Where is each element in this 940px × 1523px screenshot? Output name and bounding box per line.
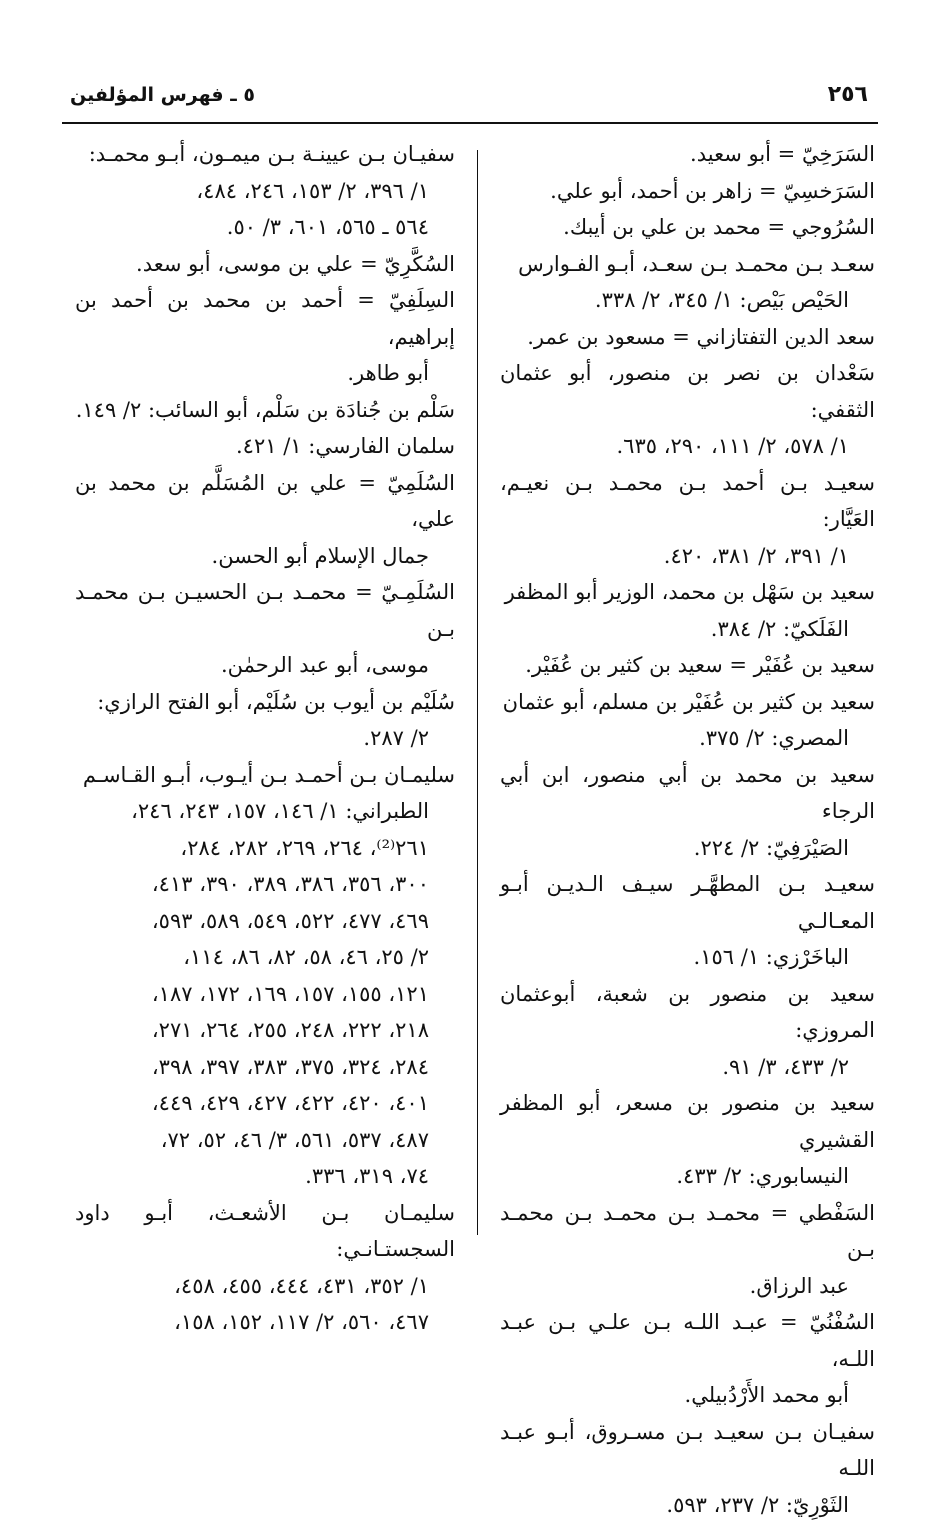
entry-continuation-line: ٢/ ٢٨٧.: [75, 720, 455, 757]
entry-heading-line: سَعْدان بن نصر بن منصور، أبو عثمان الثقفي:: [500, 355, 875, 428]
page-number: ٢٥٦: [828, 82, 868, 107]
entry-heading-line: سَلْم بن جُنادَة بن سَلْم، أبو السائب: ٢/ ١٤٩.: [75, 392, 455, 429]
entry-heading-line: السَرَخسِيّ = زاهر بن أحمد، أبو علي.: [500, 173, 875, 210]
index-entry: [500, 574, 875, 647]
entry-heading-line: السُفْنُيّ = عبـد اللـه بـن علـي بـن عبـد اللـه،: [500, 1304, 875, 1377]
entry-heading-line: سعيد بن كثير بن عُفَيْر بن مسلم، أبو عثمان: [500, 684, 875, 721]
entry-continuation-line: الباخَرْزي: ١/ ١٥٦.: [500, 939, 875, 976]
entry-continuation-line: ٤٦٩، ٤٧٧، ٥٢٢، ٥٤٩، ٥٨٩، ٥٩٣،: [75, 903, 455, 940]
entry-continuation-line: أبو محمد الأَرْدُبيلي.: [500, 1377, 875, 1414]
entry-heading-line: سعد الدين التفتازاني = مسعود بن عمر.: [500, 319, 875, 356]
index-entry: [75, 684, 455, 757]
index-entry: [500, 976, 875, 1086]
entry-heading-line: سلمان الفارسي: ١/ ٤٢١.: [75, 428, 455, 465]
entry-heading-line: سفيـان بـن سعيـد بـن مسـروق، أبـو عبـد اللـه: [500, 1414, 875, 1487]
entry-continuation-line: ٢٨٤، ٣٢٤، ٣٧٥، ٣٨٣، ٣٩٧، ٣٩٨،: [75, 1049, 455, 1086]
page-header: [60, 78, 880, 118]
index-entry: [75, 282, 455, 392]
entry-continuation-line: ٤٨٧، ٥٣٧، ٥٦١، ٣/ ٤٦، ٥٢، ٧٢،: [75, 1122, 455, 1159]
index-entry: [500, 136, 875, 173]
index-entry: [75, 136, 455, 246]
index-column-left: [75, 136, 455, 1341]
index-entry: [75, 465, 455, 575]
index-column-right: [500, 136, 875, 1523]
entry-continuation-line: الفَلَكيّ: ٢/ ٣٨٤.: [500, 611, 875, 648]
index-entry: [500, 355, 875, 465]
index-entry: [500, 209, 875, 246]
index-entry: [500, 866, 875, 976]
entry-continuation-line: ٢/ ٢٥، ٤٦، ٥٨، ٨٢، ٨٦، ١١٤،: [75, 939, 455, 976]
index-entry: [500, 1414, 875, 1523]
index-entry: [75, 1195, 455, 1341]
index-entry: [75, 757, 455, 1195]
header-rule: [62, 122, 878, 124]
entry-continuation-line: ٤٦٧، ٥٦٠، ٢/ ١١٧، ١٥٢، ١٥٨،: [75, 1304, 455, 1341]
entry-continuation-line: ١/ ٥٧٨، ٢/ ١١١، ٢٩٠، ٦٣٥.: [500, 428, 875, 465]
entry-heading-line: سُلَيْم بن أيوب بن سُلَيْم، أبو الفتح الرازي:: [75, 684, 455, 721]
index-entry: [500, 246, 875, 319]
index-entry: [75, 428, 455, 465]
entry-heading-line: سليمـان بـن الأشعـث، أبـو داود السجستـانـي:: [75, 1195, 455, 1268]
entry-heading-line: السُكَّرِيّ = علي بن موسى، أبو سعد.: [75, 246, 455, 283]
entry-heading-line: السَرَخِيّ = أبو سعيد.: [500, 136, 875, 173]
entry-continuation-line: ٢/ ٤٣٣، ٣/ ٩١.: [500, 1049, 875, 1086]
index-entry: [500, 1195, 875, 1305]
index-entry: [500, 1304, 875, 1414]
entry-heading-line: السُلَمِـيّ = محمـد بـن الحسيـن بـن محمـد بـن: [75, 574, 455, 647]
entry-heading-line: السُرُوجي = محمد بن علي بن أيبك.: [500, 209, 875, 246]
section-title: ٥ ـ فهرس المؤلفين: [70, 84, 255, 106]
entry-continuation-line: ١/ ٣٥٢، ٤٣١، ٤٤٤، ٤٥٥، ٤٥٨،: [75, 1268, 455, 1305]
index-entry: [500, 319, 875, 356]
entry-continuation-line: جمال الإسلام أبو الحسن.: [75, 538, 455, 575]
entry-heading-line: سعيد بن منصور بن مسعر، أبو المظفر القشيري: [500, 1085, 875, 1158]
entry-continuation-line: الحَيْص بَيْص: ١/ ٣٤٥، ٢/ ٣٣٨.: [500, 282, 875, 319]
entry-continuation-line: المصري: ٢/ ٣٧٥.: [500, 720, 875, 757]
entry-continuation-line: ١/ ٣٩١، ٢/ ٣٨١، ٤٢٠.: [500, 538, 875, 575]
entry-continuation-line: ٢٦١⁽²⁾، ٢٦٤، ٢٦٩، ٢٨٢، ٢٨٤،: [75, 830, 455, 867]
index-entry: [75, 246, 455, 283]
index-entry: [75, 392, 455, 429]
entry-heading-line: السُلَمِيّ = علي بن المُسَلَّم بن محمد بن علي،: [75, 465, 455, 538]
index-entry: [500, 1085, 875, 1195]
index-entry: [500, 684, 875, 757]
entry-continuation-line: الصَيْرَفِيّ: ٢/ ٢٢٤.: [500, 830, 875, 867]
entry-continuation-line: الثَوْرِيّ: ٢/ ٢٣٧، ٥٩٣.: [500, 1487, 875, 1523]
entry-continuation-line: ٣٠٠، ٣٥٦، ٣٨٦، ٣٨٩، ٣٩٠، ٤١٣،: [75, 866, 455, 903]
entry-heading-line: سعيد بن سَهْل بن محمد، الوزير أبو المظفر: [500, 574, 875, 611]
entry-heading-line: سعيد بن محمد بن أبي منصور، ابن أبي الرجاء: [500, 757, 875, 830]
entry-continuation-line: ١٢١، ١٥٥، ١٥٧، ١٦٩، ١٧٢، ١٨٧،: [75, 976, 455, 1013]
entry-heading-line: سعيد بن منصور بن شعبة، أبوعثمان المروزي:: [500, 976, 875, 1049]
entry-continuation-line: ٥٦٤ ـ ٥٦٥، ٦٠١، ٣/ ٥٠.: [75, 209, 455, 246]
entry-heading-line: سعيـد بـن أحمد بـن محمـد بـن نعيـم، العَيَّار:: [500, 465, 875, 538]
entry-heading-line: السِلَفِيّ = أحمد بن محمد بن أحمد بن إبراهيم،: [75, 282, 455, 355]
entry-heading-line: سعيد بن عُفَيْر = سعيد بن كثير بن عُفَيْر.: [500, 647, 875, 684]
entry-continuation-line: النيسابوري: ٢/ ٤٣٣.: [500, 1158, 875, 1195]
entry-continuation-line: موسى، أبو عبد الرحمٰن.: [75, 647, 455, 684]
entry-continuation-line: عبد الرزاق.: [500, 1268, 875, 1305]
entry-continuation-line: ٤٠١، ٤٢٠، ٤٢٢، ٤٢٧، ٤٢٩، ٤٤٩،: [75, 1085, 455, 1122]
index-entry: [500, 757, 875, 867]
index-entry: [75, 574, 455, 684]
entry-heading-line: سعيـد بـن المطهَّـر سيـف الـديـن أبـو المعـالـي: [500, 866, 875, 939]
entry-continuation-line: ٢١٨، ٢٢٢، ٢٤٨، ٢٥٥، ٢٦٤، ٢٧١،: [75, 1012, 455, 1049]
entry-heading-line: سفيـان بـن عيينـة بـن ميمـون، أبـو محمـد:: [75, 136, 455, 173]
entry-heading-line: سليمـان بـن أحمـد بـن أيـوب، أبـو القـاسـم: [75, 757, 455, 794]
entry-continuation-line: ١/ ٣٩٦، ٢/ ١٥٣، ٢٤٦، ٤٨٤،: [75, 173, 455, 210]
entry-heading-line: سعـد بـن محمـد بـن سعـد، أبـو الفـوارس: [500, 246, 875, 283]
column-divider: [477, 150, 478, 1235]
entry-continuation-line: ٧٤، ٣١٩، ٣٣٦.: [75, 1158, 455, 1195]
entry-continuation-line: أبو طاهر.: [75, 355, 455, 392]
index-entry: [500, 173, 875, 210]
entry-continuation-line: الطبراني: ١/ ١٤٦، ١٥٧، ٢٤٣، ٢٤٦،: [75, 793, 455, 830]
index-entry: [500, 647, 875, 684]
entry-heading-line: السَفْطي = محمـد بـن محمـد بـن محمـد بـن: [500, 1195, 875, 1268]
index-entry: [500, 465, 875, 575]
